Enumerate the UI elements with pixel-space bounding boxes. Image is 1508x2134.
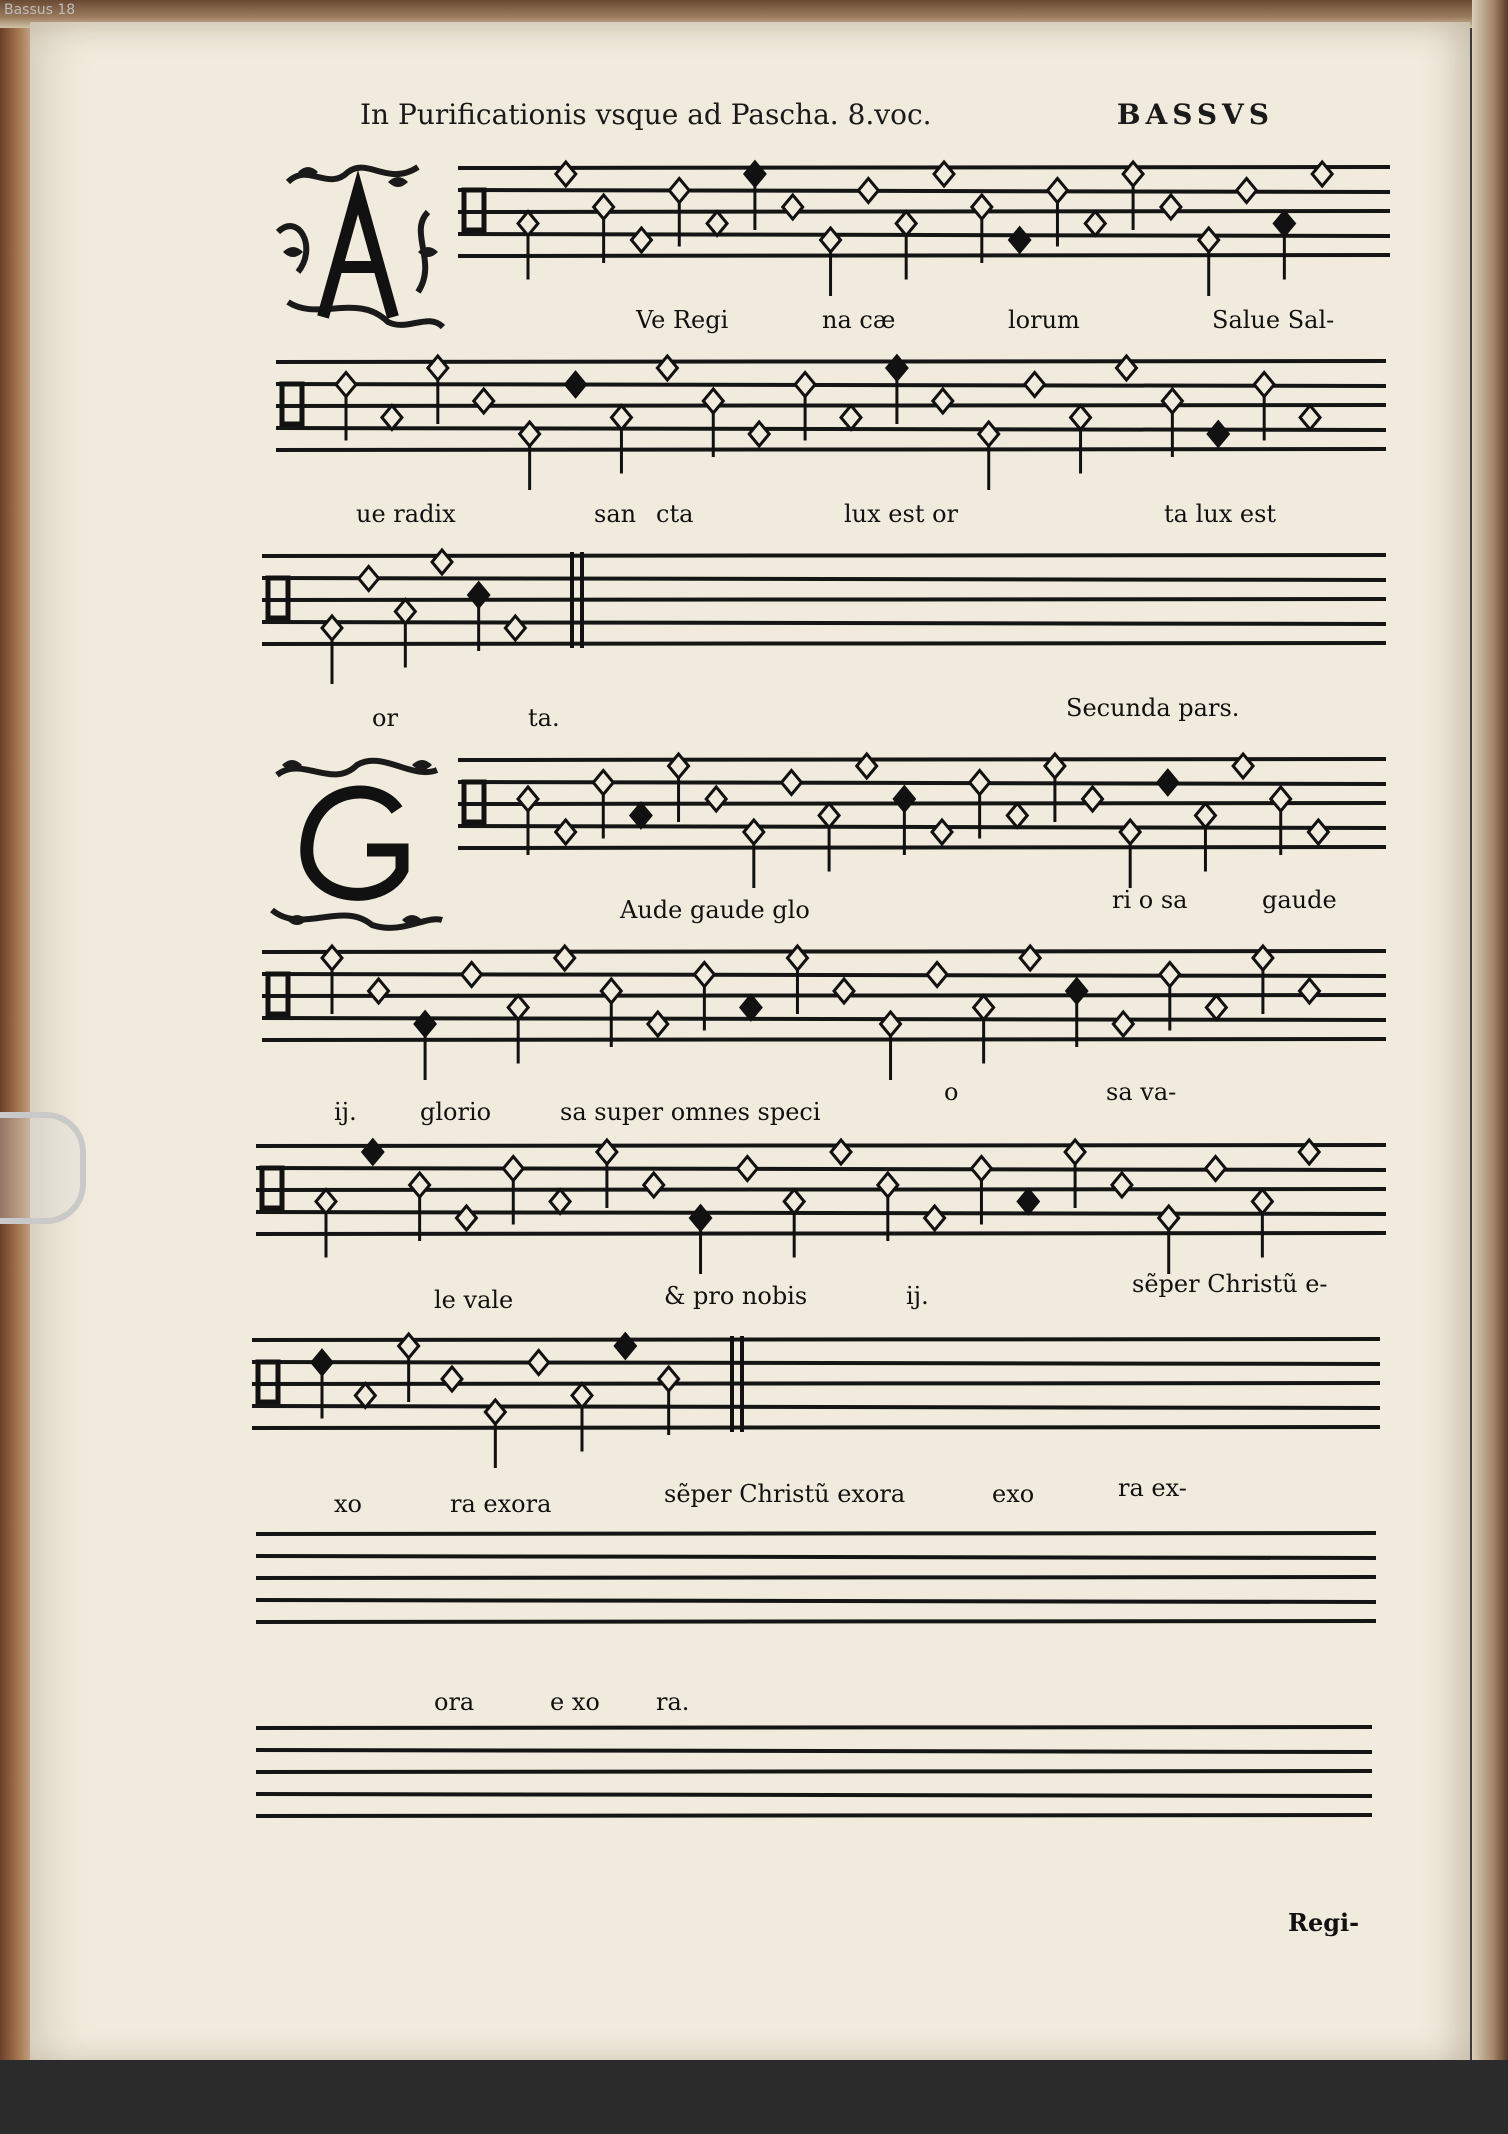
staff-line	[262, 974, 1386, 976]
catchword: Regi-	[1288, 1908, 1360, 1937]
lyric-line-5a: ij.	[334, 1098, 357, 1126]
note-head	[737, 1157, 757, 1181]
staff-line	[262, 643, 1386, 644]
note-head	[316, 1190, 336, 1214]
note-head	[784, 1190, 804, 1214]
note-head	[369, 979, 389, 1003]
lyric-line-2b: san	[594, 500, 637, 528]
lyric-line-1a: Ve Regi	[636, 306, 729, 334]
note-head	[878, 1173, 898, 1197]
note-head	[741, 996, 761, 1020]
note-head	[703, 389, 723, 413]
staff-line	[262, 951, 1386, 952]
note-head	[1113, 1012, 1133, 1036]
note-head	[927, 963, 947, 987]
voice-part-label: BASSVS	[1116, 98, 1274, 131]
note-head	[1083, 787, 1103, 811]
note-head	[819, 804, 839, 828]
note-head	[1206, 996, 1226, 1020]
note-head	[1299, 979, 1319, 1003]
lyric-line-3a: or	[372, 704, 398, 732]
note-head	[932, 820, 952, 844]
lyric-line-2e: ta lux est	[1164, 500, 1277, 528]
note-head	[508, 996, 528, 1020]
note-head	[1160, 963, 1180, 987]
note-head	[841, 406, 861, 430]
staff-line	[256, 1727, 1372, 1728]
lyric-line-7e: ra ex-	[1118, 1474, 1187, 1502]
note-head	[1161, 195, 1181, 219]
note-head	[1159, 1206, 1179, 1230]
note-head	[474, 389, 494, 413]
lyric-line-8c: ra.	[656, 1688, 690, 1716]
staff-line	[458, 234, 1390, 236]
note-head	[442, 1367, 462, 1391]
note-head	[694, 963, 714, 987]
note-head	[485, 1400, 505, 1424]
note-head	[1085, 212, 1105, 236]
lyric-line-5e: sa va-	[1106, 1078, 1177, 1106]
note-head	[669, 179, 689, 203]
lyric-line-8b: e xo	[550, 1688, 600, 1716]
lyric-line-2a: ue radix	[356, 500, 456, 528]
staff-line	[256, 1145, 1386, 1146]
lyric-line-1b: na cæ	[822, 306, 896, 334]
note-head	[1071, 406, 1091, 430]
note-head	[631, 228, 651, 252]
note-head	[894, 787, 914, 811]
staff-line	[256, 1533, 1376, 1534]
note-head	[594, 195, 614, 219]
note-head	[556, 820, 576, 844]
note-head	[971, 1157, 991, 1181]
scan-background	[0, 2060, 1508, 2134]
staff-line	[256, 1577, 1376, 1578]
lyric-line-6d: sẽper Christũ e-	[1132, 1270, 1328, 1298]
note-head	[858, 179, 878, 203]
staff-line	[458, 826, 1386, 828]
staff-line	[262, 599, 1386, 600]
staff-line	[252, 1362, 1380, 1364]
note-head	[744, 820, 764, 844]
note-head	[970, 771, 990, 795]
note-head	[974, 996, 994, 1020]
note-head	[1199, 228, 1219, 252]
note-head	[410, 1173, 430, 1197]
note-head	[428, 356, 448, 380]
note-head	[896, 212, 916, 236]
note-head	[550, 1190, 570, 1214]
staff-line	[262, 1039, 1386, 1040]
note-head	[1271, 787, 1291, 811]
staff-line	[252, 1427, 1380, 1428]
corner-label: Bassus 18	[4, 2, 76, 18]
note-head	[572, 1384, 592, 1408]
note-head	[518, 787, 538, 811]
note-head	[469, 583, 489, 607]
staff-line	[256, 1212, 1386, 1214]
note-head	[1254, 373, 1274, 397]
note-head	[363, 1140, 383, 1164]
lyric-line-4a: Aude gaude glo	[620, 896, 810, 924]
note-head	[1120, 820, 1140, 844]
note-head	[432, 550, 452, 574]
note-head	[979, 422, 999, 446]
note-head	[462, 963, 482, 987]
lyric-line-6c: ij.	[906, 1282, 929, 1310]
running-head-title: In Purificationis vsque ad Pascha. 8.voc.	[360, 98, 932, 131]
staff-line	[252, 1383, 1380, 1384]
note-head	[395, 600, 415, 624]
note-head	[1208, 422, 1228, 446]
note-head	[615, 1334, 635, 1358]
note-head	[706, 787, 726, 811]
note-head	[1274, 212, 1294, 236]
staff-line	[262, 555, 1386, 556]
note-head	[520, 422, 540, 446]
lyric-line-5d: o	[944, 1078, 959, 1106]
note-head	[611, 406, 631, 430]
lyric-line-7a: xo	[334, 1490, 362, 1518]
lyric-line-5b: glorio	[420, 1098, 492, 1126]
lyric-line-4b: ri o sa	[1112, 886, 1188, 914]
note-head	[399, 1334, 419, 1358]
note-head	[597, 1140, 617, 1164]
note-head	[312, 1351, 332, 1375]
note-head	[749, 422, 769, 446]
note-head	[601, 979, 621, 1003]
lyric-line-7c: sẽper Christũ exora	[664, 1480, 906, 1508]
lyric-line-6b: & pro nobis	[664, 1282, 808, 1310]
staff-line	[276, 405, 1386, 406]
note-head	[503, 1157, 523, 1181]
note-head	[1162, 389, 1182, 413]
note-head	[881, 1012, 901, 1036]
staff-line	[256, 1556, 1376, 1558]
lyric-line-4c: gaude	[1262, 886, 1337, 914]
staff-line	[256, 1794, 1372, 1796]
staff-line	[458, 255, 1390, 256]
lyric-line-7d: exo	[992, 1480, 1035, 1508]
lyric-line-8a: ora	[434, 1688, 475, 1716]
note-head	[669, 754, 689, 778]
note-head	[382, 406, 402, 430]
staff-line	[458, 847, 1386, 848]
note-head	[566, 373, 586, 397]
lyric-line-6a: le vale	[434, 1286, 514, 1314]
staff-line	[256, 1600, 1376, 1602]
staff-line	[256, 1750, 1372, 1752]
note-head	[631, 804, 651, 828]
note-head	[505, 616, 525, 640]
note-head	[1018, 1190, 1038, 1214]
lyric-line-3b: ta.	[528, 704, 560, 732]
note-head	[518, 212, 538, 236]
note-head	[593, 771, 613, 795]
note-head	[355, 1384, 375, 1408]
note-head	[972, 195, 992, 219]
note-head	[1007, 804, 1027, 828]
note-head	[1025, 373, 1045, 397]
lyric-line-5c: sa super omnes speci	[560, 1098, 821, 1126]
note-head	[556, 162, 576, 186]
note-head	[781, 771, 801, 795]
note-head	[745, 162, 765, 186]
lyric-line-2d: lux est or	[844, 500, 959, 528]
note-head	[1158, 771, 1178, 795]
note-head	[336, 373, 356, 397]
note-head	[644, 1173, 664, 1197]
note-head	[1010, 228, 1030, 252]
note-head	[707, 212, 727, 236]
lyric-line-2c: cta	[656, 500, 694, 528]
note-head	[834, 979, 854, 1003]
note-head	[659, 1367, 679, 1391]
note-head	[657, 356, 677, 380]
note-head	[322, 946, 342, 970]
note-head	[1252, 1190, 1272, 1214]
note-head	[1308, 820, 1328, 844]
staff-line	[458, 803, 1386, 804]
note-head	[795, 373, 815, 397]
note-head	[925, 1206, 945, 1230]
staff-line	[458, 167, 1390, 168]
note-head	[1300, 406, 1320, 430]
note-head	[648, 1012, 668, 1036]
staff-line	[276, 384, 1386, 386]
note-head	[1237, 179, 1257, 203]
staff-line	[256, 1815, 1372, 1816]
note-head	[415, 1012, 435, 1036]
note-head	[456, 1206, 476, 1230]
staff-line	[256, 1233, 1386, 1234]
note-head	[1112, 1173, 1132, 1197]
lyric-line-1d: Salue Sal-	[1212, 306, 1335, 334]
staff-line	[252, 1339, 1380, 1340]
note-head	[783, 195, 803, 219]
lyric-line-1c: lorum	[1008, 306, 1080, 334]
lyric-line-3c: Secunda pars.	[1066, 694, 1240, 722]
staff-line	[262, 578, 1386, 580]
note-head	[555, 946, 575, 970]
note-head	[821, 228, 841, 252]
lyric-line-7b: ra exora	[450, 1490, 552, 1518]
staff-line	[252, 1406, 1380, 1408]
staff-line	[256, 1771, 1372, 1772]
note-head	[1206, 1157, 1226, 1181]
note-head	[691, 1206, 711, 1230]
note-head	[1067, 979, 1087, 1003]
note-head	[933, 389, 953, 413]
note-head	[529, 1351, 549, 1375]
staff-line	[262, 622, 1386, 624]
staff-line	[256, 1621, 1376, 1622]
note-head	[359, 567, 379, 591]
note-head	[1195, 804, 1215, 828]
note-head	[1047, 179, 1067, 203]
staff-line	[276, 449, 1386, 450]
note-head	[322, 616, 342, 640]
